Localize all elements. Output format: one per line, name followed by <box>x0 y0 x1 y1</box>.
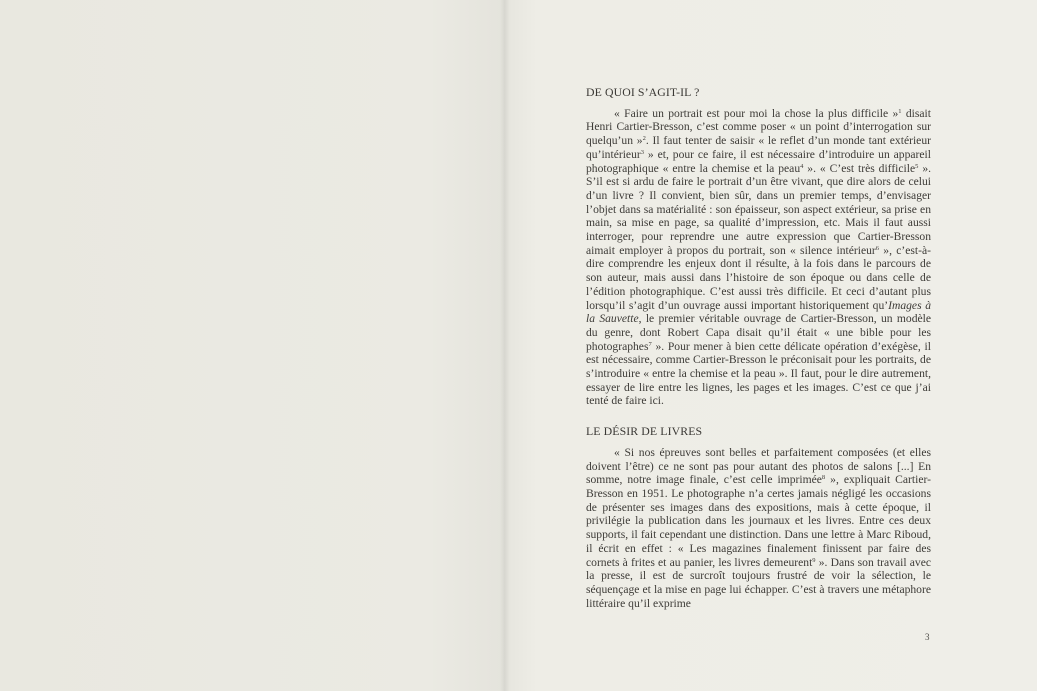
section-heading: DE QUOI S’AGIT-IL ? <box>586 85 700 99</box>
book-title: Images à la Sauvette <box>586 298 931 326</box>
page-number: 3 <box>925 632 930 642</box>
footnote-marker: 2 <box>642 135 646 143</box>
body-paragraph: « Si nos épreuves sont belles et parfaitement composées (et elles doivent l’être) ce ne sont pas pour autant des photos de salons [...] En somme, notre image finale, c’est celle imprimée$^8$ », expliquait Cartier-Bresson en 1951. Le photographe n’a certes jamais négligé les occasions de présenter ses images dans des expositions, mais à cette époque, il privilégie la publication dans les journaux et les livres. Entre ces deux supports, il fait cependant une distinction. Dans une lettre à Marc Riboud, il écrit en effet : « Les magazines finalement finissent par faire des cornets à frites et au panier, les livres demeurent$^9$ ». Dans son travail avec la presse, il est de surcroît toujours frustré de voir la sélection, le séquençage et la mise en page lui échapper. C’est à travers une métaphore littéraire qu’il exprime <box>586 445 931 610</box>
footnote-marker: 7 <box>648 340 652 348</box>
book-gutter <box>500 0 510 691</box>
footnote-marker: 1 <box>898 107 902 115</box>
body-paragraph: « Faire un portrait est pour moi la chose la plus difficile »$^1$ disait Henri Cartier-Bresson, c’est comme poser « un point d’interrogation sur quelqu’un »$^2$. Il faut tenter de saisir « le reflet d’un monde tant extérieur qu’intérieur$^3$ » et, pour ce faire, il est nécessaire d’introduire un appareil photographique « entre la chemise et la peau$^4$ ». « C’est très difficile$^5$ ». S’il est si ardu de faire le portrait d’un être vivant, que dire alors de celui d’un livre ? Il convient, bien sûr, dans un premier temps, d’envisager l’objet dans sa matérialité : son épaisseur, son aspect extérieur, sa prise en main, sa mise en page, sa qualité d’impression, etc. Mais il faut aussi interroger, pour reprendre une autre expression que Cartier-Bresson aimait employer à propos du portrait, son « silence intérieur$^6$ », c’est-à-dire comprendre les enjeux dont il résulte, à la fois dans le parcours de son auteur, mais aussi dans l’histoire de son époque ou dans celle de l’édition photographique. C’est aussi très difficile. Et ceci d’autant plus lorsqu’il s’agit d’un ouvrage aussi important historiquement qu’Images à la Sauvette, le premier véritable ouvrage de Cartier-Bresson, un modèle du genre, dont Robert Capa disait qu’il était « une bible pour les photographes$^7$ ». Pour mener à bien cette délicate opération d’exégèse, il est nécessaire, comme Cartier-Bresson le préconisait pour les portraits, de s’introduire « entre la chemise et la peau ». Il faut, pour le dire autrement, essayer de lire entre les lignes, les pages et les images. C’est ce que j’ai tenté de faire ici. <box>586 106 932 408</box>
text-column <box>586 86 931 610</box>
footnote-marker: 4 <box>800 162 804 170</box>
footnote-marker: 9 <box>812 556 816 564</box>
footnote-marker: 8 <box>821 474 826 482</box>
footnote-marker: 5 <box>915 162 919 170</box>
section-heading: LE DÉSIR DE LIVRES <box>586 424 703 439</box>
footnote-marker: 3 <box>640 148 644 156</box>
footnote-marker: 6 <box>875 244 880 252</box>
left-page <box>0 0 505 691</box>
